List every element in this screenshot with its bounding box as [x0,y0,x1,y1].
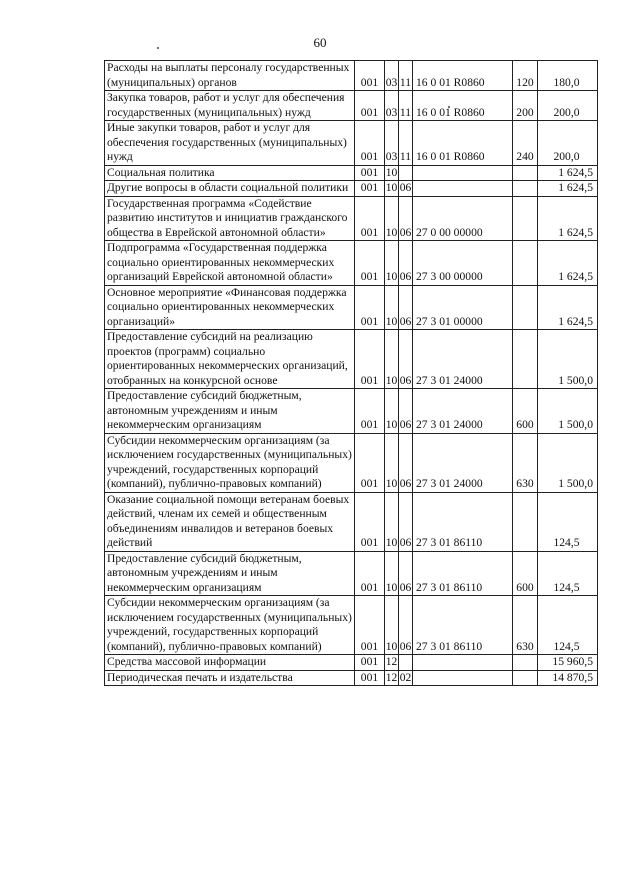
subsection-code: 06 [399,285,413,330]
subsection-code: 06 [399,596,413,655]
expense-type-code: 200 [513,91,538,121]
table-row [105,165,598,181]
target-article-code: 27 3 00 00000 [413,241,513,286]
item-name: Предоставление субсидий на реализацию проектов (программ) социально ориентированных некоммерческих организаций, отобранных на конкурсной основе [105,330,355,389]
subsection-code: 06 [399,196,413,241]
subsection-code: 06 [399,241,413,286]
expense-type-code [513,181,538,197]
target-article-code [413,655,513,671]
subsection-code: 06 [399,433,413,492]
expense-type-code: 600 [513,389,538,434]
section-code: 03 [385,121,399,166]
item-name: Подпрограмма «Государственная поддержка социально ориентированных некоммерческих организаций Еврейской автономной области» [105,241,355,286]
ministry-code: 001 [355,655,385,671]
amount: 1 624,5 [538,285,598,330]
expense-type-code [513,655,538,671]
target-article-code: 27 3 01 24000 [413,330,513,389]
section-code: 10 [385,241,399,286]
subsection-code: 11 [399,91,413,121]
table-row [105,196,598,241]
expense-type-code [513,165,538,181]
amount: 180,0 [538,61,598,91]
target-article-code: 16 0 01 R0860 [413,121,513,166]
section-code: 10 [385,433,399,492]
ministry-code: 001 [355,285,385,330]
amount: 1 500,0 [538,330,598,389]
item-name: Предоставление субсидий бюджетным, автономным учреждениям и иным некоммерческим организациям [105,551,355,596]
expense-type-code [513,241,538,286]
table-row [105,181,598,197]
table-row [105,389,598,434]
table-row [105,121,598,166]
expense-type-code: 630 [513,433,538,492]
subsection-code: 06 [399,181,412,194]
target-article-code [413,670,513,686]
scan-speck [157,47,159,49]
amount: 1 500,0 [538,389,598,434]
expense-type-code: 630 [513,596,538,655]
ministry-code: 001 [355,241,385,286]
section-code: 12 [385,655,398,668]
target-article-code: 27 3 01 86110 [413,596,513,655]
amount: 1 624,5 [538,196,598,241]
ministry-code: 001 [355,91,385,121]
amount: 1 624,5 [538,181,598,197]
ministry-code: 001 [355,121,385,166]
ministry-code: 001 [355,492,385,551]
section-code: 10 [385,196,399,241]
table-row [105,655,598,671]
ministry-code: 001 [355,165,385,181]
table-body [105,61,598,686]
target-article-code [413,165,513,181]
table-row [105,670,598,686]
table-row [105,61,598,91]
subsection-code [399,165,413,181]
item-name: Предоставление субсидий бюджетным, автономным учреждениям и иным некоммерческим организациям [105,389,355,434]
ministry-code: 001 [355,670,385,686]
ministry-code: 001 [355,181,385,197]
target-article-code: 16 0 01 R0860 [413,91,513,121]
ministry-code: 001 [355,389,385,434]
subsection-code: 06 [399,551,413,596]
table-row [105,433,598,492]
item-name: Основное мероприятие «Финансовая поддержка социально ориентированных некоммерческих организаций» [105,285,355,330]
subsection-code: 11 [399,61,413,91]
ministry-code: 001 [355,596,385,655]
amount: 124,5 [538,551,598,596]
target-article-code: 27 3 01 24000 [413,433,513,492]
section-code: 10 [385,285,399,330]
item-name: Оказание социальной помощи ветеранам боевых действий, членам их семей и общественным объединениям инвалидов и ветеранов боевых действий [105,492,355,551]
amount: 200,0 [538,91,598,121]
table-row [105,551,598,596]
ministry-code: 001 [355,61,385,91]
target-article-code: 27 3 01 00000 [413,285,513,330]
budget-table [104,60,598,686]
item-name: Социальная политика [105,165,355,181]
item-name: Иные закупки товаров, работ и услуг для обеспечения государственных (муниципальных) нужд [105,121,355,166]
table-row [105,492,598,551]
section-code: 10 [385,330,399,389]
subsection-code: 06 [399,330,413,389]
table-row [105,285,598,330]
target-article-code: 27 3 01 86110 [413,492,513,551]
amount: 1 500,0 [538,433,598,492]
item-name: Закупка товаров, работ и услуг для обеспечения государственных (муниципальных) нужд [105,91,355,121]
section-code: 12 [385,670,398,684]
item-name: Другие вопросы в области социальной политики [105,181,355,197]
subsection-code: 02 [399,670,412,684]
table-row [105,241,598,286]
target-article-code: 27 0 00 00000 [413,196,513,241]
target-article-code [413,181,513,197]
section-code: 10 [385,181,398,194]
amount: 1 624,5 [538,241,598,286]
table-row [105,330,598,389]
expense-type-code [513,196,538,241]
amount: 1 624,5 [538,165,598,181]
ministry-code: 001 [355,330,385,389]
expense-type-code: 240 [513,121,538,166]
expense-type-code [513,670,538,686]
subsection-code: 06 [399,492,413,551]
amount: 15 960,5 [538,655,598,671]
section-code: 10 [385,551,399,596]
ministry-code: 001 [355,551,385,596]
target-article-code: 27 3 01 24000 [413,389,513,434]
expense-type-code: 600 [513,551,538,596]
ministry-code: 001 [355,196,385,241]
expense-type-code [513,492,538,551]
item-name: Субсидии некоммерческим организациям (за исключением государственных (муниципальных) учреждений, государственных корпораций (компаний), публично-правовых компаний) [105,433,355,492]
page-number: 60 [313,35,327,50]
section-code: 10 [385,596,399,655]
item-name: Государственная программа «Содействие развитию институтов и инициатив гражданского общества в Еврейской автономной области» [105,196,355,241]
amount: 200,0 [538,121,598,166]
amount: 124,5 [538,596,598,655]
item-name: Субсидии некоммерческим организациям (за исключением государственных (муниципальных) учреждений, государственных корпораций (компаний), публично-правовых компаний) [105,596,355,655]
amount: 14 870,5 [538,670,598,686]
section-code: 10 [385,389,399,434]
table-row [105,596,598,655]
expense-type-code [513,285,538,330]
expense-type-code [513,330,538,389]
subsection-code [399,655,413,671]
section-code: 10 [385,492,399,551]
subsection-code: 11 [399,121,413,166]
section-code: 03 [385,61,399,91]
item-name: Периодическая печать и издательства [105,670,355,686]
amount: 124,5 [538,492,598,551]
item-name: Расходы на выплаты персоналу государственных (муниципальных) органов [105,61,355,91]
section-code: 03 [385,91,399,121]
ministry-code: 001 [355,433,385,492]
expense-type-code: 120 [513,61,538,91]
item-name: Средства массовой информации [105,655,355,671]
table-row [105,91,598,121]
subsection-code: 06 [399,389,413,434]
section-code: 10 [385,165,398,179]
target-article-code: 27 3 01 86110 [413,551,513,596]
target-article-code: 16 0 01 R0860 [413,61,513,91]
